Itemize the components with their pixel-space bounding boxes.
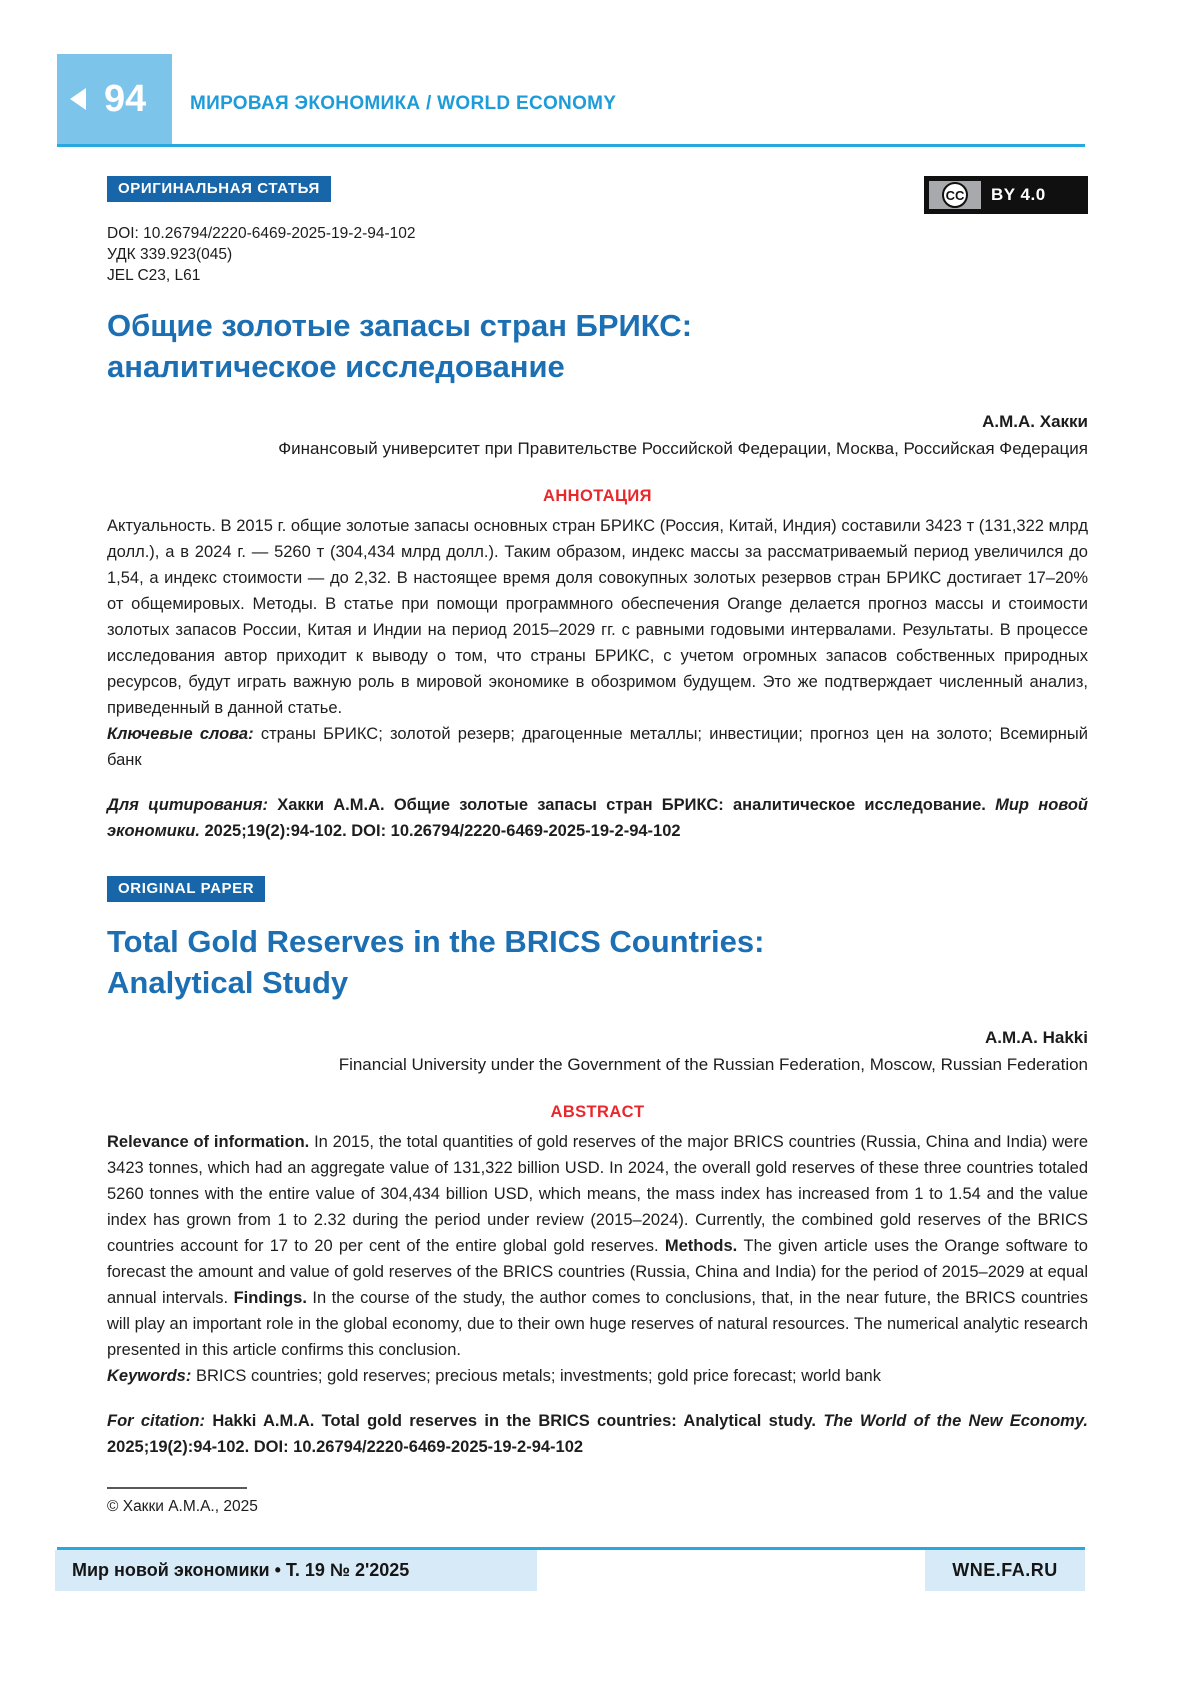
badges-row xyxy=(107,176,1088,214)
article-front-page xyxy=(107,176,1088,1460)
abstract-text-en xyxy=(107,1129,1088,1363)
citation-text-en: Hakki A.M.A. Total gold reserves in the BRICS countries: Analytical study. xyxy=(212,1412,824,1430)
citation-tail-ru: 2025;19(2):94-102. DOI: 10.26794/2220-6469-2025-19-2-94-102 xyxy=(204,822,681,840)
citation-journal-ru: Мир новой экономики. xyxy=(107,796,1088,840)
affiliation-en: Financial University under the Government of the Russian Federation, Moscow, Russian Federation xyxy=(338,1055,1088,1074)
doi-line: DOI: 10.26794/2220-6469-2025-19-2-94-102 xyxy=(107,225,416,242)
header-rule xyxy=(57,144,1085,147)
citation-ru xyxy=(107,792,1088,844)
abstract-heading-en: ABSTRACT xyxy=(550,1103,645,1121)
article-title-ru-line2: аналитическое исследование xyxy=(107,349,565,384)
running-head-section-title: МИРОВАЯ ЭКОНОМИКА / WORLD ECONOMY xyxy=(190,93,617,114)
cc-license-badge xyxy=(924,176,1088,214)
cc-icon: CC xyxy=(942,182,968,208)
copyright-block xyxy=(107,1487,258,1516)
footer-website: WNE.FA.RU xyxy=(925,1550,1085,1591)
keywords-en xyxy=(107,1363,1088,1389)
page-corner-box xyxy=(57,54,172,144)
methods-text: The given article uses the Orange software to forecast the amount and value of gold reserves of the BRICS countries (Russia, China and India) for the period of 2015–2029 at equal annual intervals. xyxy=(107,1237,1088,1307)
copyright-text: © Хакки А.М.А., 2025 xyxy=(107,1498,258,1515)
article-type-badge-ru: ОРИГИНАЛЬНАЯ СТАТЬЯ xyxy=(107,176,331,202)
article-title-ru xyxy=(107,305,1088,387)
article-identifiers xyxy=(107,223,1088,286)
citation-en xyxy=(107,1408,1088,1460)
cc-license-label: BY 4.0 xyxy=(981,181,1083,209)
citation-label-ru: Для цитирования: xyxy=(107,796,278,814)
original-paper-badge-row xyxy=(107,876,1088,902)
findings-label: Findings. xyxy=(233,1289,313,1307)
cc-logo-area xyxy=(929,181,981,209)
citation-label-en: For citation: xyxy=(107,1412,213,1430)
author-ru: А.М.А. Хакки xyxy=(982,412,1088,431)
relevance-text: In 2015, the total quantities of gold reserves of the major BRICS countries (Russia, China and India) were 3423 tonnes, which had an aggregate value of 131,322 billion USD. In 2024, the overall gold reserves of these three countries totaled 5260 tonnes with the entire value of 304,434 billion USD, which means, the mass index has increased from 1 to 1.54 and the value index has grown from 1 to 2.32 during the period under review (2015–2024). Currently, the combined gold reserves of the BRICS countries account for 17 to 20 per cent of the entire global gold reserves. xyxy=(107,1133,1088,1255)
relevance-label: Relevance of information. xyxy=(107,1133,315,1151)
citation-journal-en: The World of the New Economy. xyxy=(823,1412,1088,1430)
footer-journal-info: Мир новой экономики • Т. 19 № 2'2025 xyxy=(55,1550,537,1591)
abstract-heading-ru: АННОТАЦИЯ xyxy=(543,487,652,505)
article-title-ru-line1: Общие золотые запасы стран БРИКС: xyxy=(107,308,693,343)
findings-text: In the course of the study, the author comes to conclusions, that, in the near future, the BRICS countries will play an important role in the global economy, due to their own huge reserves of natural resources. The numerical analytic research presented in this article confirms this conclusion. xyxy=(107,1289,1088,1359)
keywords-label-en: Keywords: xyxy=(107,1367,196,1385)
jel-line: JEL C23, L61 xyxy=(107,267,201,284)
abstract-text-ru: Актуальность. В 2015 г. общие золотые запасы основных стран БРИКС (Россия, Китай, Индия) составили 3423 т (131,322 млрд долл.), а в 2024 г. — 5260 т (304,434 млрд долл.). Таким образом, индекс массы за рассматриваемый период увеличился до 1,54, а индекс стоимости — до 2,32. В настоящее время доля совокупных золотых резервов стран БРИКС достигает 17–20% от общемировых. Методы. В статье при помощи программного обеспечения Orange делается прогноз массы и стоимости золотых запасов России, Китая и Индии на период 2015–2029 гг. с равными годовыми интервалами. Результаты. В процессе исследования автор приходит к выводу о том, что страны БРИКС, с учетом огромных запасов собственных природных ресурсов, будут играть важную роль в мировой экономике в обозримом будущем. Это же подтверждает численный анализ, приведенный в данной статье. xyxy=(107,517,1088,717)
keywords-text-en: BRICS countries; gold reserves; precious metals; investments; gold price forecast; world bank xyxy=(195,1367,881,1385)
copyright-rule xyxy=(107,1487,247,1489)
keywords-ru xyxy=(107,721,1088,773)
article-type-badge-en: ORIGINAL PAPER xyxy=(107,876,265,902)
keywords-label-ru: Ключевые слова: xyxy=(107,725,254,743)
page-number: 94 xyxy=(104,78,147,120)
author-en: A.M.A. Hakki xyxy=(985,1028,1088,1047)
udk-line: УДК 339.923(045) xyxy=(107,246,233,263)
methods-label: Methods. xyxy=(664,1237,744,1255)
article-title-en-line1: Total Gold Reserves in the BRICS Countries: xyxy=(107,924,765,959)
keywords-text-ru: страны БРИКС; золотой резерв; драгоценные металлы; инвестиции; прогноз цен на золото; Всемирный банк xyxy=(107,725,1088,769)
citation-text-ru: Хакки А.М.А. Общие золотые запасы стран БРИКС: аналитическое исследование. xyxy=(277,796,996,814)
affiliation-ru: Финансовый университет при Правительстве Российской Федерации, Москва, Российская Федерация xyxy=(278,439,1088,458)
article-title-en xyxy=(107,921,1088,1003)
citation-tail-en: 2025;19(2):94-102. DOI: 10.26794/2220-6469-2025-19-2-94-102 xyxy=(107,1438,584,1456)
article-title-en-line2: Analytical Study xyxy=(107,965,349,1000)
back-triangle-icon xyxy=(70,88,86,110)
